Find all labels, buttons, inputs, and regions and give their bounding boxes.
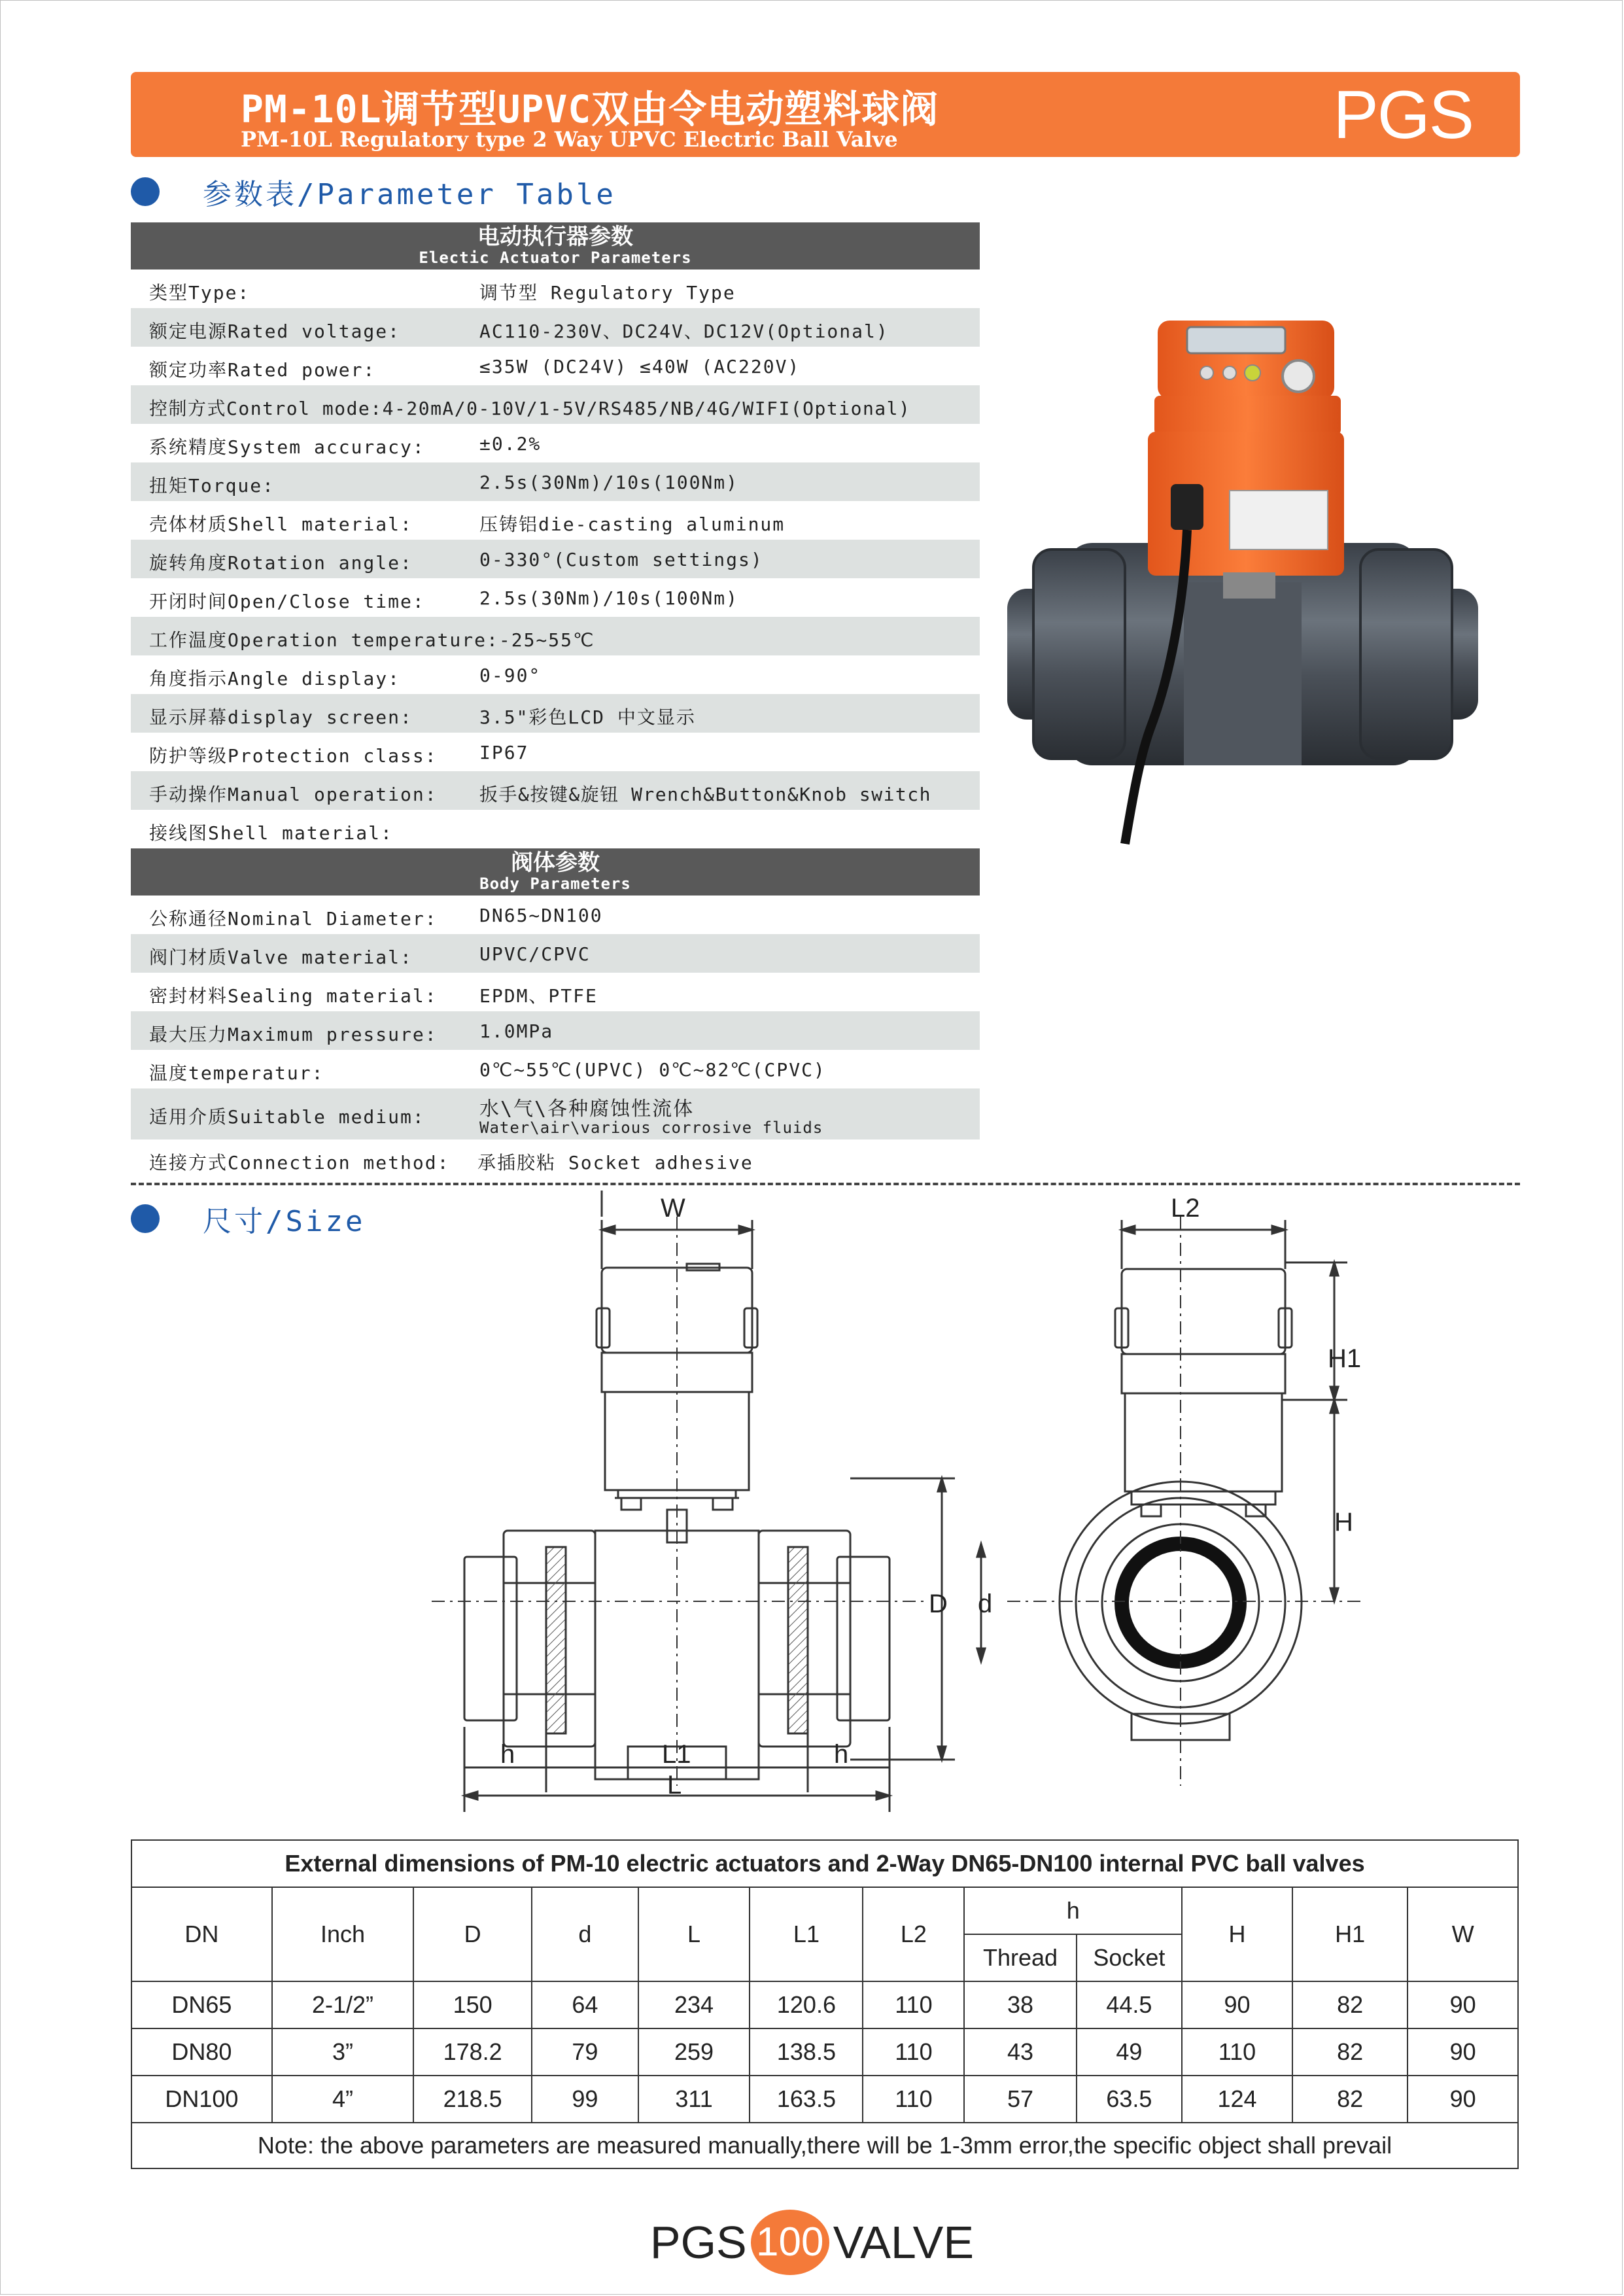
param-row: 接线图Shell material: [149, 822, 393, 844]
header-cell: L [638, 1887, 750, 1981]
size-section-heading [131, 1199, 365, 1238]
footer-right: VALVE [833, 2217, 975, 2268]
section-divider [131, 1183, 1520, 1185]
table-caption: External dimensions of PM-10 electric actuators and 2-Way DN65-DN100 internal PVC ball valves [131, 1840, 1518, 1887]
table-row: DN100 4” 218.5 99 311 163.5 110 57 63.5 124 82 90 [131, 2076, 1518, 2123]
label-H1: H1 [1328, 1344, 1362, 1373]
label-L1: L1 [662, 1740, 691, 1769]
param-row: 温度temperatur: 0℃~55℃(UPVC) 0℃~82℃(CPVC) [149, 1059, 826, 1084]
param-row: 额定电源Rated voltage: AC110-230V、DC24V、DC12V(Optional) [131, 308, 980, 347]
param-row: 类型Type: 调节型 Regulatory Type [149, 282, 736, 304]
cable-gland [1171, 484, 1203, 530]
label-W: W [661, 1194, 685, 1223]
footer-number-badge: 100 [751, 2210, 829, 2275]
body-title-cn: 阀体参数 [511, 850, 600, 876]
header-cell: L2 [863, 1887, 964, 1981]
body-band [131, 848, 980, 896]
brand-logo: PGS [1333, 77, 1473, 153]
product-photo [1007, 307, 1478, 863]
front-view [432, 1191, 955, 1812]
label-h-left: h [500, 1740, 515, 1769]
header-cell: Socket [1077, 1934, 1182, 1981]
page-title: PM-10L调节型UPVC双由令电动塑料球阀 [241, 87, 939, 131]
label-H: H [1334, 1508, 1353, 1537]
knob-icon [1283, 360, 1314, 392]
body-title-en: Body Parameters [479, 875, 631, 893]
header-cell: L1 [750, 1887, 863, 1981]
bullet-icon [131, 177, 160, 206]
parameter-section-heading [131, 172, 616, 211]
param-row: 最大压力Maximum pressure: 1.0MPa [131, 1011, 980, 1050]
bullet-icon [131, 1204, 160, 1233]
actuator-title-en: Electic Actuator Parameters [419, 249, 692, 267]
page-subtitle: PM-10L Regulatory type 2 Way UPVC Electric Ball Valve [241, 127, 898, 152]
header-cell: H [1182, 1887, 1292, 1981]
header-cell: d [532, 1887, 638, 1981]
param-row: 连接方式Connection method: 承插胶粘 Socket adhesive [149, 1152, 753, 1174]
param-row: 阀门材质Valve material: UPVC/CPVC [131, 934, 980, 973]
param-row: 手动操作Manual operation: 扳手&按键&旋钮 Wrench&Button&Knob switch [131, 771, 980, 810]
header-cell: W [1408, 1887, 1518, 1981]
label-L2: L2 [1171, 1194, 1200, 1223]
param-row: 控制方式Control mode:4-20mA/0-10V/1-5V/RS485/NB/4G/WIFI(Optional) [131, 385, 980, 424]
param-row: 系统精度System accuracy: ±0.2% [149, 433, 542, 458]
header-cell: Thread [964, 1934, 1076, 1981]
nameplate [1230, 491, 1328, 549]
label-L: L [667, 1771, 682, 1800]
parameter-heading-text: 参数表/Parameter Table [203, 178, 616, 211]
footer-left: PGS [649, 2217, 747, 2268]
header-cell: H1 [1292, 1887, 1408, 1981]
header-cell: h [964, 1887, 1182, 1934]
param-row: 壳体材质Shell material: 压铸铝die-casting aluminum [149, 513, 786, 535]
table-row: DN65 2-1/2” 150 64 234 120.6 110 38 44.5 90 82 90 [131, 1981, 1518, 2028]
param-row: 额定功率Rated power: ≤35W (DC24V) ≤40W (AC220V) [149, 356, 801, 381]
table-row: DN80 3” 178.2 79 259 138.5 110 43 49 110 82 90 [131, 2028, 1518, 2076]
header-cell: Inch [272, 1887, 413, 1981]
label-D: D [929, 1590, 948, 1618]
dimensions-table [131, 1839, 1519, 2169]
param-row: 工作温度Operation temperature:-25~55℃ [131, 617, 980, 655]
footer-brand [0, 2210, 1624, 2275]
label-d: d [978, 1590, 993, 1618]
side-view [977, 1217, 1360, 1786]
param-row: 公称通径Nominal Diameter: DN65~DN100 [149, 905, 603, 930]
param-row: 显示屏幕display screen: 3.5"彩色LCD 中文显示 [131, 694, 980, 733]
lcd-screen-icon [1187, 327, 1285, 353]
param-row: 适用介质Suitable medium: 水\气\各种腐蚀性流体 Water\air\various corrosive fluids [131, 1088, 980, 1139]
header-cell: D [413, 1887, 532, 1981]
param-row: 旋转角度Rotation angle: 0-330°(Custom settings) [131, 540, 980, 578]
dimension-drawing [392, 1191, 1406, 1818]
param-row: 扭矩Torque: 2.5s(30Nm)/10s(100Nm) [131, 462, 980, 501]
param-row: 密封材料Sealing material: EPDM、PTFE [149, 985, 598, 1007]
param-row: 防护等级Protection class: IP67 [149, 742, 529, 767]
actuator-band [131, 222, 980, 270]
header-cell: DN [131, 1887, 272, 1981]
label-h-right: h [834, 1740, 849, 1769]
table-note: Note: the above parameters are measured manually,there will be 1-3mm error,the specific object shall prevail [131, 2123, 1518, 2168]
actuator-title-cn: 电动执行器参数 [477, 224, 633, 250]
header-banner [131, 72, 1520, 157]
param-row: 开闭时间Open/Close time: 2.5s(30Nm)/10s(100Nm) [149, 587, 739, 612]
parameter-table [131, 222, 980, 1178]
param-row: 角度指示Angle display: 0-90° [149, 665, 542, 689]
size-heading-text: 尺寸/Size [203, 1205, 366, 1238]
